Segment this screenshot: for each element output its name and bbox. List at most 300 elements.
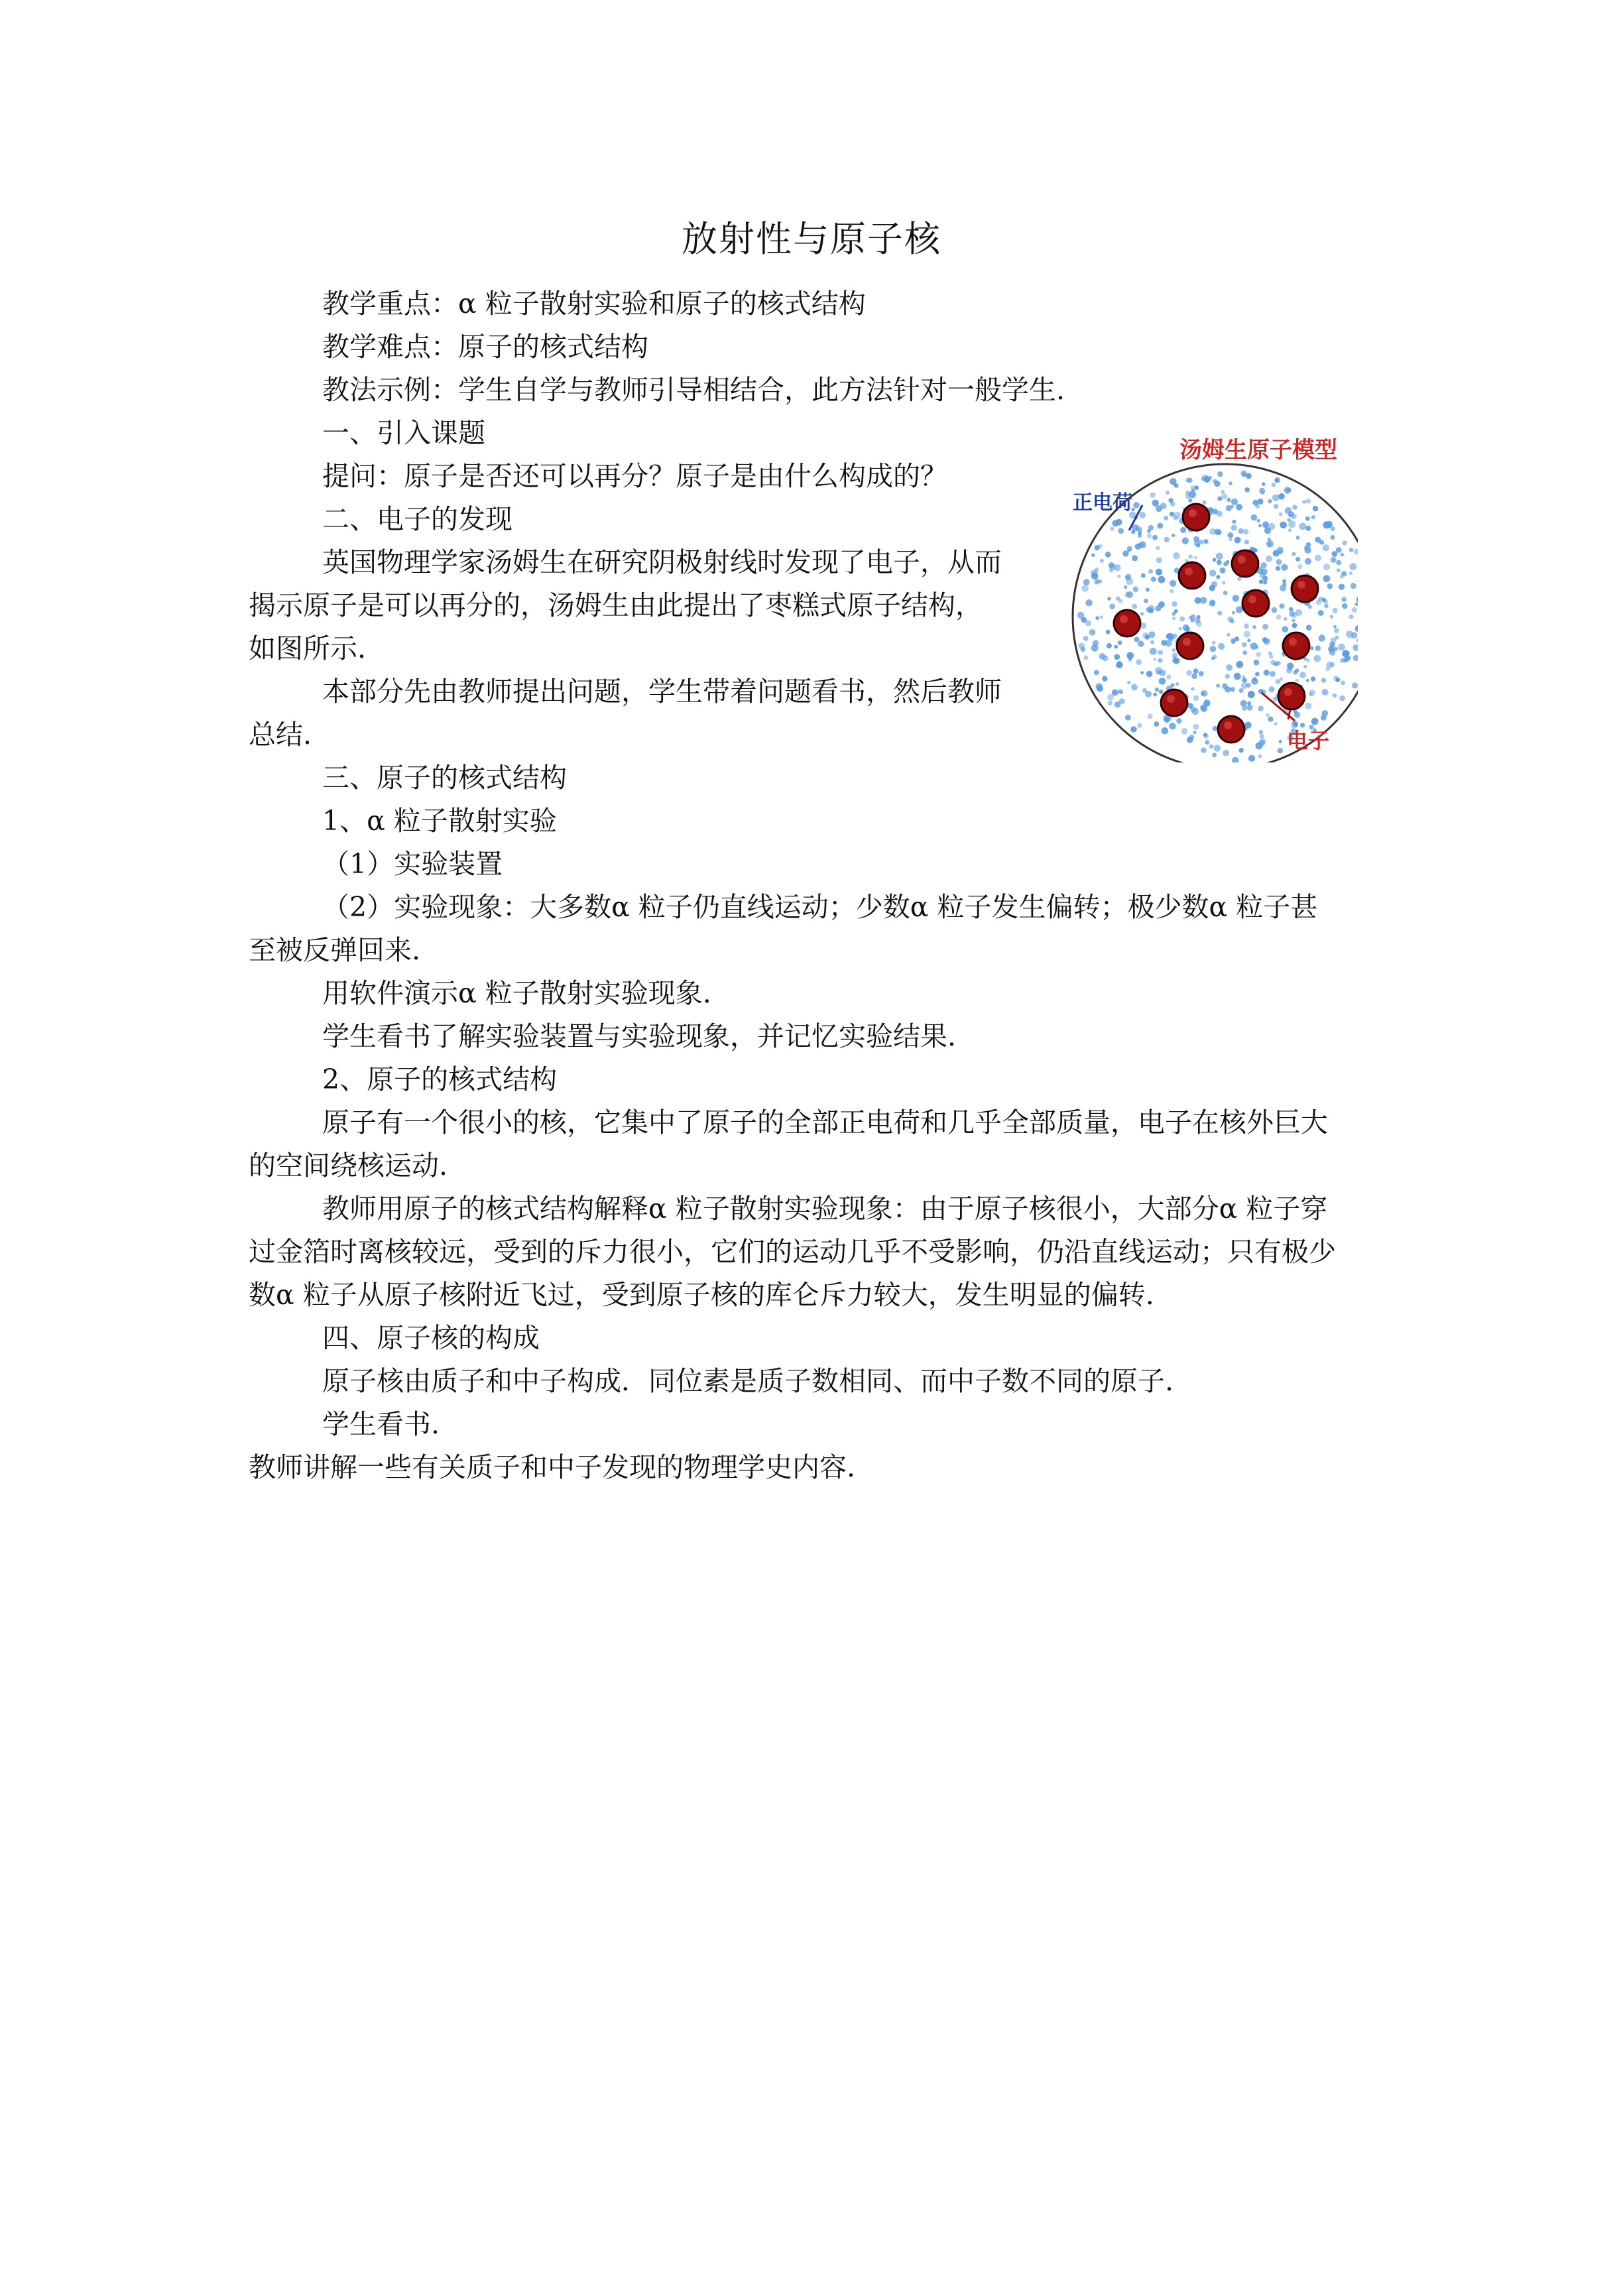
charge-dot (1138, 640, 1144, 647)
charge-dot (1216, 553, 1223, 560)
charge-dot (1260, 572, 1266, 578)
electron (1114, 610, 1140, 636)
charge-dot (1156, 569, 1162, 575)
charge-dot (1313, 655, 1321, 662)
charge-dot (1158, 658, 1162, 663)
charge-dot (1339, 583, 1345, 589)
charge-dot (1132, 604, 1137, 609)
charge-dot (1158, 576, 1165, 583)
text-line: 英国物理学家汤姆生在研究阴极射线时发现了电子，从而 (322, 546, 1002, 578)
charge-dot (1150, 493, 1156, 498)
charge-dot (1272, 495, 1280, 502)
charge-dot (1164, 537, 1170, 542)
charge-dot (1242, 642, 1247, 647)
charge-dot (1274, 504, 1279, 509)
charge-dot (1330, 615, 1333, 619)
section-heading: 一、引入课题 (322, 417, 485, 449)
charge-dot (1229, 481, 1232, 485)
charge-dot (1142, 633, 1148, 638)
charge-dot (1280, 603, 1285, 609)
charge-dot (1276, 661, 1281, 666)
text-line: 教学重点：α 粒子散射实验和原子的核式结构 (322, 288, 866, 320)
charge-dot (1223, 591, 1228, 595)
charge-dot (1128, 658, 1132, 662)
charge-dot (1154, 721, 1159, 727)
charge-dot (1138, 534, 1142, 538)
charge-dot (1294, 711, 1301, 718)
charge-dot (1261, 491, 1264, 495)
charge-dot (1217, 611, 1222, 615)
charge-dot (1242, 676, 1245, 679)
charge-dot (1230, 687, 1234, 692)
charge-dot (1306, 679, 1309, 682)
charge-dot (1085, 599, 1092, 606)
text-line: 本部分先由教师提出问题，学生带着问题看书，然后教师 (322, 676, 1002, 707)
charge-dot (1266, 540, 1274, 548)
charge-dot (1239, 688, 1244, 693)
section-heading: 三、原子的核式结构 (322, 762, 567, 794)
charge-dot (1246, 683, 1251, 688)
charge-dot (1274, 477, 1280, 483)
charge-dot (1176, 718, 1181, 723)
charge-dot (1172, 601, 1177, 607)
charge-dot (1258, 755, 1262, 758)
charge-dot (1292, 505, 1297, 509)
charge-dot (1322, 710, 1329, 717)
charge-dot (1222, 581, 1225, 585)
charge-dot (1260, 734, 1264, 739)
charge-dot (1223, 750, 1229, 756)
text-line: 至被反弹回来. (249, 934, 421, 966)
electron-highlight (1120, 615, 1128, 623)
charge-dot (1336, 560, 1341, 565)
charge-dot (1262, 624, 1268, 630)
charge-dot (1242, 678, 1246, 682)
charge-dot (1205, 740, 1209, 745)
charge-dot (1110, 527, 1114, 531)
charge-dot (1287, 488, 1291, 492)
text-line: 教学难点：原子的核式结构 (322, 331, 648, 363)
charge-dot (1091, 573, 1098, 579)
charge-dot (1173, 552, 1180, 560)
charge-dot (1276, 559, 1282, 565)
charge-dot (1257, 519, 1261, 523)
charge-dot (1331, 535, 1335, 540)
charge-dot (1172, 617, 1175, 620)
charge-dot (1247, 639, 1250, 642)
charge-dot (1114, 645, 1118, 649)
charge-dot (1095, 568, 1099, 572)
charge-dot (1213, 558, 1217, 562)
charge-dot (1089, 629, 1096, 636)
charge-dot (1236, 661, 1243, 668)
charge-dot (1144, 599, 1148, 603)
charge-dot (1199, 540, 1204, 545)
electron (1161, 690, 1187, 716)
charge-dot (1182, 538, 1189, 544)
electron (1278, 683, 1305, 709)
charge-dot (1158, 601, 1165, 608)
charge-dot (1262, 637, 1268, 642)
charge-dot (1201, 690, 1208, 697)
charge-dot (1166, 491, 1170, 495)
charge-dot (1202, 500, 1207, 505)
charge-dot (1288, 528, 1292, 532)
charge-dot (1083, 636, 1089, 641)
charge-dot (1305, 703, 1311, 709)
charge-dot (1116, 596, 1120, 601)
charge-dot (1109, 603, 1115, 609)
charge-dot (1352, 682, 1358, 688)
charge-dot (1234, 636, 1239, 641)
charge-dot (1100, 559, 1104, 563)
charge-dot (1153, 658, 1156, 661)
charge-dot (1341, 680, 1345, 685)
charge-dot (1343, 540, 1347, 545)
text-line: 用软件演示α 粒子散射实验现象. (322, 977, 711, 1009)
charge-dot (1266, 556, 1272, 562)
charge-dot (1262, 482, 1266, 486)
charge-dot (1252, 625, 1256, 629)
charge-dot (1146, 671, 1153, 678)
charge-dot (1185, 478, 1190, 483)
electron (1183, 504, 1209, 530)
charge-dot (1147, 533, 1152, 538)
charge-dot (1230, 619, 1234, 624)
charge-dot (1114, 654, 1120, 660)
charge-dot (1188, 554, 1193, 559)
charge-dot (1281, 564, 1288, 571)
charge-dot (1234, 673, 1241, 680)
charge-dot (1231, 499, 1238, 505)
charge-dot (1162, 727, 1169, 735)
charge-dot (1289, 611, 1295, 617)
electron-highlight (1297, 581, 1305, 589)
charge-dot (1179, 617, 1185, 622)
charge-dot (1331, 551, 1337, 557)
charge-dot (1323, 544, 1329, 551)
charge-dot (1201, 747, 1207, 753)
charge-dot (1278, 493, 1285, 500)
charge-dot (1159, 690, 1164, 694)
charge-dot (1246, 473, 1252, 479)
charge-dot (1156, 505, 1162, 512)
charge-dot (1282, 582, 1287, 587)
charge-dot (1095, 683, 1102, 690)
charge-dot (1216, 575, 1220, 579)
charge-dot (1305, 526, 1311, 531)
charge-dot (1268, 538, 1271, 541)
charge-dot (1227, 498, 1231, 502)
charge-dot (1118, 640, 1122, 645)
charge-dot (1191, 673, 1197, 679)
charge-dot (1204, 539, 1209, 544)
subsection-heading: 2、原子的核式结构 (322, 1063, 558, 1095)
text-line: 的空间绕核运动. (249, 1150, 448, 1181)
charge-dot (1107, 597, 1111, 601)
charge-dot (1268, 499, 1272, 503)
charge-dot (1124, 585, 1128, 589)
charge-dot (1256, 652, 1260, 656)
charge-dot (1099, 653, 1106, 660)
charge-dot (1216, 684, 1220, 688)
electron (1283, 633, 1309, 659)
charge-dot (1211, 656, 1215, 660)
charge-dot (1170, 502, 1175, 507)
charge-dot (1349, 548, 1354, 552)
charge-dot (1159, 678, 1166, 685)
charge-dot (1250, 642, 1258, 650)
charge-dot (1174, 609, 1178, 613)
charge-dot (1134, 586, 1137, 589)
charge-dot (1217, 560, 1222, 565)
charge-dot (1258, 706, 1263, 711)
charge-dot (1125, 715, 1131, 721)
charge-dot (1231, 640, 1235, 644)
charge-dot (1185, 491, 1190, 495)
charge-dot (1244, 631, 1250, 638)
charge-dot (1188, 499, 1192, 503)
charge-dot (1244, 624, 1249, 629)
charge-dot (1095, 616, 1099, 620)
charge-dot (1280, 522, 1287, 529)
charge-dot (1150, 648, 1157, 655)
charge-dot (1345, 651, 1350, 656)
charge-dot (1186, 670, 1192, 676)
charge-dot (1311, 718, 1319, 725)
charge-dot (1263, 524, 1267, 528)
charge-dot (1195, 597, 1201, 604)
charge-dot (1274, 722, 1278, 725)
charge-dot (1095, 545, 1100, 550)
charge-dot (1340, 658, 1345, 663)
charge-dot (1203, 699, 1210, 706)
charge-dot (1225, 686, 1231, 692)
charge-dot (1337, 568, 1341, 572)
charge-dot (1181, 728, 1188, 735)
charge-dot (1231, 525, 1237, 531)
charge-dot (1242, 650, 1247, 655)
charge-dot (1134, 636, 1139, 642)
charge-dot (1295, 557, 1300, 562)
charge-dot (1190, 618, 1194, 622)
charge-dot (1138, 542, 1144, 548)
charge-dot (1302, 500, 1306, 504)
electron-highlight (1189, 509, 1197, 517)
charge-dot (1333, 694, 1337, 698)
text-line: 如图所示. (249, 633, 367, 664)
charge-dot (1079, 642, 1085, 648)
charge-dot (1158, 650, 1163, 655)
text-line: （1）实验装置 (322, 848, 503, 880)
charge-dot (1213, 479, 1217, 483)
charge-dot (1333, 608, 1338, 613)
charge-dot (1331, 557, 1337, 563)
charge-dot (1243, 529, 1249, 535)
text-line: 原子有一个很小的核，它集中了原子的全部正电荷和几乎全部质量，电子在核外巨大 (322, 1107, 1328, 1138)
charge-dot (1164, 516, 1168, 520)
charge-dot (1136, 526, 1142, 532)
charge-dot (1173, 515, 1177, 520)
charge-dot (1284, 617, 1287, 621)
charge-dot (1245, 487, 1250, 493)
charge-dot (1153, 693, 1157, 697)
charge-dot (1212, 641, 1215, 644)
charge-dot (1272, 607, 1278, 613)
text-line: 学生看书了解实验装置与实验现象，并记忆实验结果. (322, 1020, 957, 1052)
text-line: 原子核由质子和中子构成．同位素是质子数相同、而中子数不同的原子. (322, 1365, 1174, 1397)
charge-dot (1273, 550, 1280, 557)
electron (1242, 590, 1269, 617)
charge-dot (1107, 643, 1112, 648)
charge-dot (1232, 595, 1239, 601)
charge-dot (1248, 691, 1255, 698)
charge-dot (1221, 490, 1225, 494)
charge-dot (1295, 609, 1302, 616)
charge-dot (1100, 615, 1103, 619)
charge-dot (1148, 714, 1153, 719)
charge-dot (1292, 619, 1295, 622)
charge-dot (1244, 540, 1249, 544)
charge-dot (1347, 656, 1351, 660)
charge-dot (1297, 564, 1302, 569)
charge-dot (1148, 525, 1154, 530)
electron (1177, 633, 1203, 659)
charge-dot (1140, 671, 1144, 674)
charge-dot (1109, 568, 1113, 572)
charge-dot (1259, 579, 1264, 584)
charge-dot (1322, 598, 1327, 603)
charge-dot (1259, 739, 1266, 745)
charge-dot (1170, 512, 1174, 516)
charge-dot (1278, 550, 1282, 554)
subsection-heading: 1、α 粒子散射实验 (322, 805, 557, 837)
charge-dot (1172, 634, 1177, 639)
charge-dot (1169, 723, 1176, 730)
charge-dot (1325, 667, 1330, 672)
text-line: 教师讲解一些有关质子和中子发现的物理学史内容. (249, 1451, 856, 1483)
charge-dot (1107, 694, 1114, 701)
charge-dot (1339, 695, 1345, 701)
charge-dot (1228, 532, 1234, 538)
charge-dot (1148, 605, 1155, 612)
text-line: 揭示原子是可以再分的，汤姆生由此提出了枣糕式原子结构， (249, 589, 983, 621)
charge-dot (1094, 670, 1099, 676)
charge-dot (1136, 659, 1142, 665)
charge-dot (1118, 661, 1121, 664)
charge-dot (1341, 571, 1347, 576)
section-heading: 四、原子核的构成 (322, 1322, 540, 1354)
charge-dot (1236, 504, 1242, 511)
text-line: 提问：原子是否还可以再分？原子是由什么构成的？ (322, 460, 947, 492)
charge-dot (1251, 514, 1258, 521)
charge-dot (1131, 530, 1135, 534)
charge-dot (1124, 592, 1130, 597)
charge-dot (1299, 672, 1306, 678)
charge-dot (1122, 550, 1128, 556)
charge-dot (1105, 552, 1111, 558)
charge-dot (1127, 546, 1132, 551)
charge-dot (1340, 553, 1344, 557)
charge-dot (1299, 523, 1306, 530)
charge-dot (1319, 634, 1325, 641)
electron-highlight (1185, 568, 1193, 575)
charge-dot (1179, 627, 1182, 631)
charge-dot (1292, 623, 1297, 629)
charge-dot (1255, 672, 1260, 676)
charge-dot (1131, 684, 1138, 691)
charge-dot (1156, 546, 1160, 550)
charge-dot (1321, 678, 1326, 682)
charge-dot (1349, 615, 1353, 619)
charge-dot (1183, 625, 1189, 631)
charge-dot (1148, 569, 1153, 574)
charge-dot (1172, 534, 1175, 537)
charge-dot (1300, 723, 1305, 727)
charge-dot (1234, 537, 1241, 544)
charge-dot (1319, 540, 1324, 545)
charge-dot (1191, 687, 1194, 690)
charge-dot (1254, 660, 1260, 666)
charge-dot (1318, 610, 1324, 616)
charge-dot (1295, 679, 1299, 682)
charge-dot (1311, 676, 1315, 681)
charge-dot (1286, 667, 1293, 674)
charge-dot (1102, 676, 1107, 682)
charge-dot (1212, 753, 1217, 757)
charge-dot (1293, 670, 1297, 675)
charge-dot (1279, 513, 1283, 516)
charge-dot (1095, 579, 1100, 583)
charge-dot (1323, 521, 1330, 528)
charge-dot (1229, 538, 1232, 541)
charge-dot (1214, 745, 1221, 751)
charge-dot (1077, 612, 1084, 619)
charge-dot (1146, 588, 1150, 592)
charge-dot (1150, 640, 1154, 644)
charge-dot (1180, 527, 1186, 533)
charge-dot (1166, 674, 1171, 679)
charge-dot (1276, 566, 1280, 571)
text-line: 数α 粒子从原子核附近飞过，受到原子核的库仑斥力较大，发生明显的偏转. (249, 1279, 1154, 1311)
charge-dot (1259, 730, 1263, 734)
charge-dot (1170, 580, 1176, 587)
charge-dot (1305, 558, 1311, 565)
charge-dot (1289, 607, 1293, 612)
electron (1218, 716, 1244, 743)
text-line: 学生看书. (322, 1408, 440, 1440)
charge-dot (1162, 640, 1166, 645)
charge-dot (1172, 648, 1176, 652)
electron-highlight (1224, 721, 1232, 729)
electron-highlight (1289, 638, 1297, 646)
charge-dot (1108, 701, 1112, 705)
charge-dot (1187, 737, 1193, 743)
charge-dot (1329, 650, 1335, 656)
charge-dot (1210, 599, 1215, 605)
charge-dot (1220, 568, 1226, 574)
charge-dot (1199, 671, 1204, 676)
charge-dot (1194, 485, 1199, 490)
charge-dot (1173, 658, 1179, 664)
charge-dot (1315, 646, 1321, 651)
section-heading: 二、电子的发现 (322, 503, 512, 535)
charge-dot (1310, 646, 1313, 650)
charge-dot (1315, 554, 1321, 561)
charge-dot (1152, 500, 1159, 507)
electron-label: 电子 (1286, 728, 1330, 753)
charge-dot (1170, 589, 1173, 593)
